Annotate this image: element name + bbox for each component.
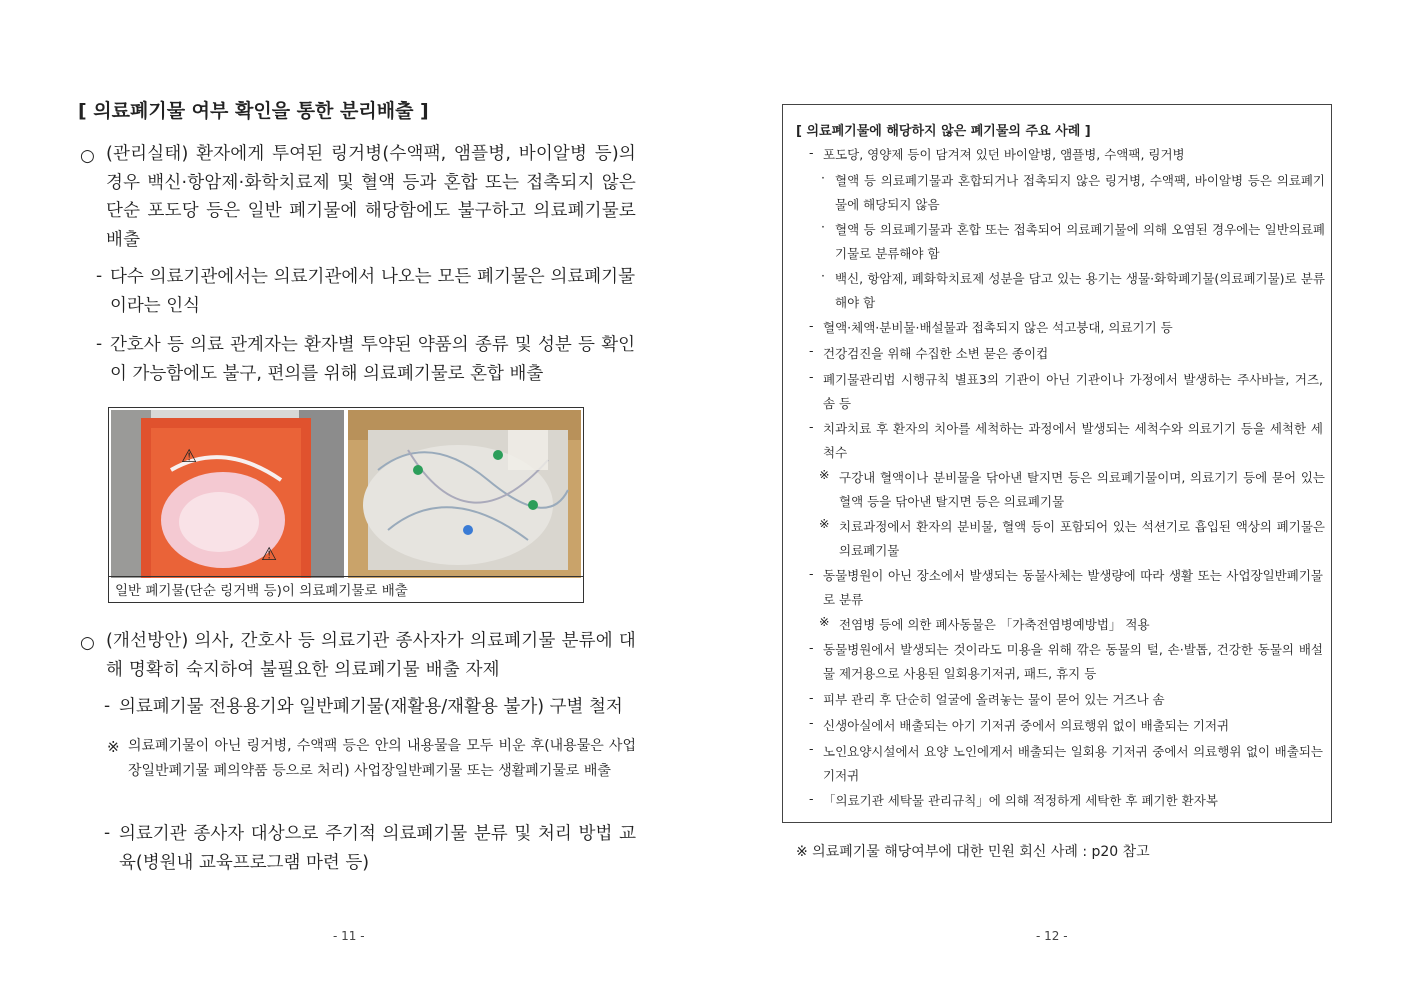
dot-marker: · <box>821 170 825 185</box>
note-marker: ※ <box>819 516 830 531</box>
dash-marker: - <box>809 145 814 160</box>
improvement-paragraph: (개선방안) 의사, 간호사 등 의료기관 종사자가 의료폐기물 분류에 대해 명확히 숙지하여 불필요한 의료폐기물 배출 자제 <box>106 631 636 680</box>
dash-marker: - <box>809 318 814 333</box>
box-item: 피부 관리 후 단순히 얼굴에 올려놓는 물이 묻어 있는 거즈나 솜 <box>823 692 1165 707</box>
box-item: 동물병원에서 발생되는 것이라도 미용을 위해 깎은 동물의 털, 손·발톱, 건강한 동물의 배설물 제거용으로 사용된 일회용기저귀, 패드, 휴지 등 <box>823 642 1323 681</box>
dash-marker: - <box>809 369 814 384</box>
dash-marker: - <box>809 741 814 756</box>
bullet-marker: ○ <box>80 633 95 653</box>
photo-orange-waste-bag <box>111 410 344 578</box>
photo-figure <box>108 407 584 603</box>
dot-marker: · <box>821 219 825 234</box>
bullet-marker: ○ <box>80 146 95 166</box>
improvement-sub-item: 의료기관 종사자 대상으로 주기적 의료폐기물 분류 및 처리 방법 교육(병원내 교육프로그램 마련 등) <box>119 824 636 873</box>
svg-text:⚠: ⚠ <box>181 446 198 467</box>
box-item: 혈액 등 의료폐기물과 혼합 또는 접촉되어 의료폐기물에 의해 오염된 경우에는 일반의료폐기물로 분류해야 함 <box>835 222 1325 261</box>
dash-marker: - <box>104 823 111 843</box>
box-item: 신생아실에서 배출되는 아기 기저귀 중에서 의료행위 없이 배출되는 기저귀 <box>823 718 1230 733</box>
box-item: 구강내 혈액이나 분비물을 닦아낸 탈지면 등은 의료폐기물이며, 의료기기 등에 묻어 있는 혈액 등을 닦아낸 탈지면 등은 의료폐기물 <box>839 470 1325 509</box>
dot-marker: · <box>821 268 825 283</box>
dash-marker: - <box>809 640 814 655</box>
box-item: 동물병원이 아닌 장소에서 발생되는 동물사체는 발생량에 따라 생활 또는 사업장일반폐기물로 분류 <box>823 568 1323 607</box>
box-item: 노인요양시설에서 요양 노인에게서 배출되는 일회용 기저귀 중에서 의료행위 없이 배출되는 기저귀 <box>823 744 1323 783</box>
page-number: - 11 - <box>333 929 365 943</box>
dash-marker: - <box>96 334 103 354</box>
box-title: [ 의료폐기물에 해당하지 않은 폐기물의 주요 사례 ] <box>796 124 1091 139</box>
box-item: 백신, 항암제, 폐화학치료제 성분을 담고 있는 용기는 생물·화학폐기물(의료폐기물)로 분류해야 함 <box>835 271 1325 310</box>
dash-marker: - <box>809 419 814 434</box>
footnote: ※ 의료폐기물 해당여부에 대한 민원 회신 사례 : p20 참고 <box>796 844 1150 860</box>
section-title: [ 의료폐기물 여부 확인을 통한 분리배출 ] <box>78 100 429 122</box>
caption-divider <box>109 576 583 577</box>
improvement-note: 의료폐기물이 아닌 링거병, 수액팩 등은 안의 내용물을 모두 비운 후(내용물은 사업장일반폐기물 폐의약품 등으로 처리) 사업장일반폐기물 또는 생활폐기물로 배출 <box>128 738 636 779</box>
box-item: 혈액·체액·분비물·배설물과 접촉되지 않은 석고붕대, 의료기기 등 <box>823 320 1173 335</box>
status-sub-item: 간호사 등 의료 관계자는 환자별 투약된 약품의 종류 및 성분 등 확인이 가능함에도 불구, 편의를 위해 의료폐기물로 혼합 배출 <box>110 335 635 384</box>
photo-iv-bags-box <box>348 410 581 578</box>
status-paragraph: (관리실태) 환자에게 투여된 링거병(수액팩, 앰플병, 바이알병 등)의 경우 백신·항암제·화학치료제 및 혈액 등과 혼합 또는 접촉되지 않은 단순 포도당 등은 일반 폐기물에 해당함에도 불구하고 의료폐기물로 배출 <box>106 144 636 250</box>
dash-marker: - <box>104 696 111 716</box>
dash-marker: - <box>809 690 814 705</box>
box-item: 치료과정에서 환자의 분비물, 혈액 등이 포함되어 있는 석션기로 흡입된 액상의 폐기물은 의료폐기물 <box>839 519 1325 558</box>
box-item: 건강검진을 위해 수집한 소변 묻은 종이컵 <box>823 346 1049 361</box>
status-sub-item: 다수 의료기관에서는 의료기관에서 나오는 모든 폐기물은 의료폐기물이라는 인식 <box>110 267 635 316</box>
dash-marker: - <box>809 343 814 358</box>
note-marker: ※ <box>107 738 120 756</box>
photo-caption: 일반 폐기물(단순 링거백 등)이 의료폐기물로 배출 <box>115 583 408 599</box>
improvement-sub-item: 의료폐기물 전용용기와 일반폐기물(재활용/재활용 불가) 구별 철저 <box>119 697 623 717</box>
dash-marker: - <box>809 791 814 806</box>
note-marker: ※ <box>819 614 830 629</box>
note-marker: ※ <box>819 467 830 482</box>
page-number: - 12 - <box>1036 929 1068 943</box>
dash-marker: - <box>96 266 103 286</box>
box-item: 폐기물관리법 시행규칙 별표3의 기관이 아닌 기관이나 가정에서 발생하는 주사바늘, 거즈, 솜 등 <box>823 372 1323 411</box>
box-item: 혈액 등 의료폐기물과 혼합되거나 접촉되지 않은 링거병, 수액팩, 바이알병 등은 의료폐기물에 해당되지 않음 <box>835 173 1325 212</box>
box-item: 치과치료 후 환자의 치아를 세척하는 과정에서 발생되는 세척수와 의료기기 등을 세척한 세척수 <box>823 421 1323 460</box>
non-medical-waste-box <box>782 104 1332 823</box>
dash-marker: - <box>809 566 814 581</box>
dash-marker: - <box>809 715 814 730</box>
box-item: 전염병 등에 의한 폐사동물은 「가축전염병예방법」 적용 <box>839 617 1150 632</box>
box-item: 포도당, 영양제 등이 담겨져 있던 바이알병, 앰플병, 수액팩, 링거병 <box>823 147 1185 162</box>
svg-text:⚠: ⚠ <box>261 544 278 565</box>
box-item: 「의료기관 세탁물 관리규칙」에 의해 적정하게 세탁한 후 폐기한 환자복 <box>823 793 1218 808</box>
